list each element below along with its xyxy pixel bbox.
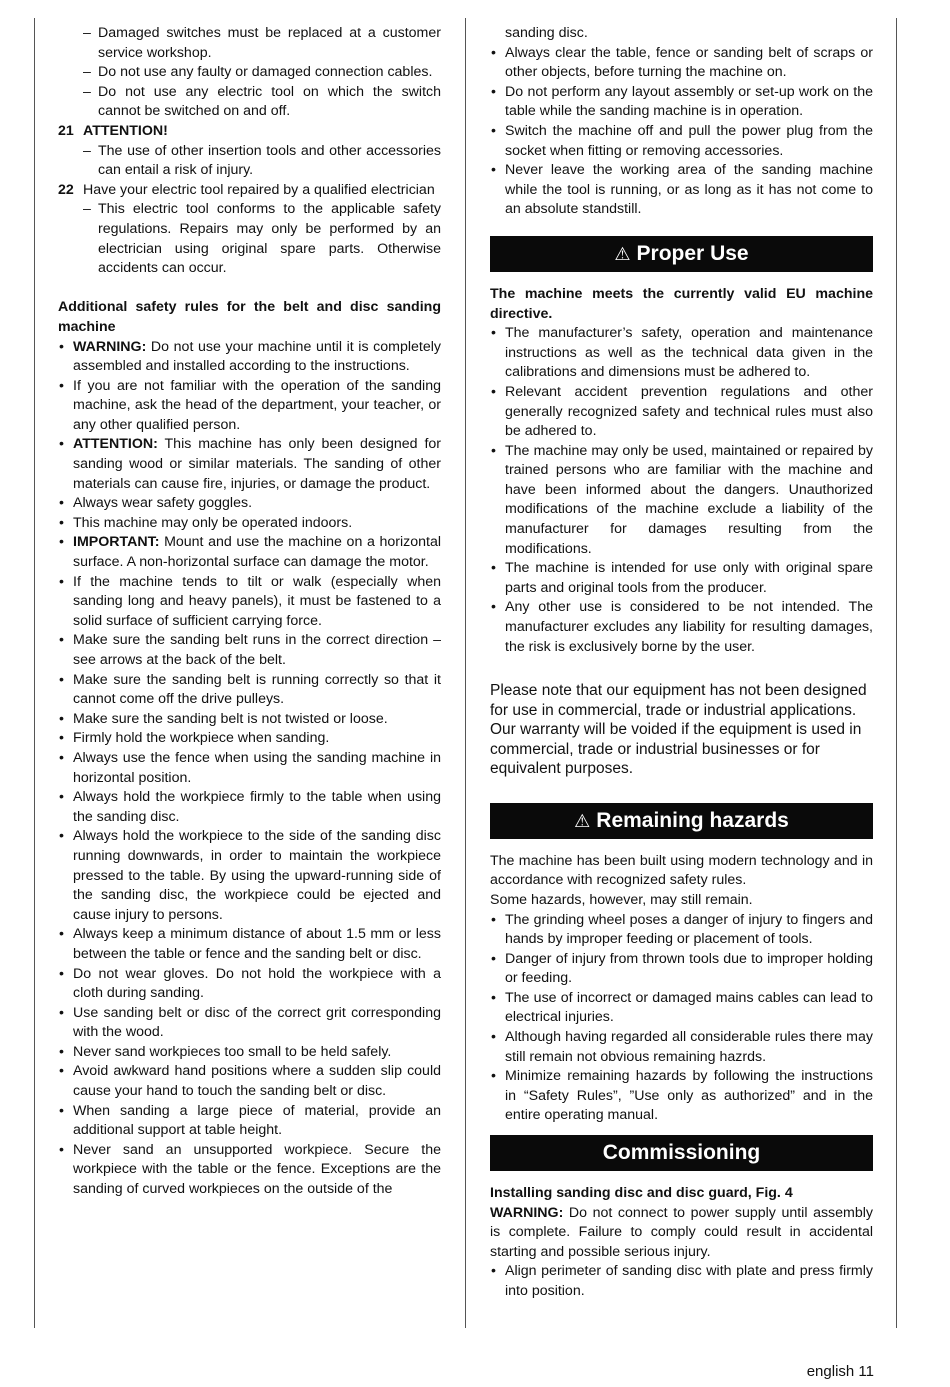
item-text: Always hold the workpiece firmly to the table when using the sanding disc. [73,789,441,825]
item-text: Always use the fence when using the sanding machine in horizontal position. [73,749,441,786]
item-number: 22 [58,181,74,198]
page-footer: english 11 [806,1363,874,1380]
list-item: • Never leave the working area of the sanding machine while the tool is running, or as long as it has not come to an absolute standstill. [490,161,873,220]
list-item: • The grinding wheel poses a danger of injury to fingers and hands by improper feeding or placement of tools. [490,911,873,950]
dash-item: – This electric tool conforms to the applicable safety regulations. Repairs may only be performed by an electrician using original spare parts. Otherwise accidents can occur. [98,200,441,278]
list-item: • Danger of injury from thrown tools due to improper holding or feeding. [490,950,873,989]
dash-item: – Do not use any faulty or damaged connection cables. [98,63,441,83]
item-text: When sanding a large piece of material, provide an additional support at table height. [73,1102,441,1139]
list-item: • Any other use is considered to be not intended. The manufacturer excludes any liability for resulting damages, the risk is exclusively borne by the user. [490,598,873,657]
item-text: Never sand workpieces too small to be held safely. [73,1043,392,1060]
center-column-rule [465,18,466,1328]
item-lead: WARNING: [73,338,147,355]
list-item [58,573,441,632]
list-item [58,514,441,534]
additional-rules-heading: Additional safety rules for the belt and disc sanding machine [58,299,441,335]
list-item: • Although having regarded all considerable rules there may still remain not obvious remaining hazrds. [490,1028,873,1067]
item-text: If you are not familiar with the operation of the sanding machine, ask the head of the department, your teacher, or any other qualified person. [73,377,441,433]
section-title: Commissioning [602,1141,761,1165]
list-item [58,710,441,730]
list-item [58,749,441,788]
remaining-intro-2: Some hazards, however, may still remain. [490,891,753,908]
remaining-hazards-list [490,911,873,1127]
numbered-item-22 [58,181,441,201]
item-text: Do not use your machine until it is completely assembled and installed according to the instructions. [73,338,441,375]
list-item [58,494,441,514]
item-lead: ATTENTION: [73,436,158,453]
continued-text: sanding disc. [505,25,588,41]
dash-item: – The use of other insertion tools and other accessories can entail a risk of injury. [98,142,441,181]
list-item [58,788,441,827]
top-dash-list [98,24,441,122]
commissioning-subheading: Installing sanding disc and disc guard, Fig. 4 [490,1185,793,1202]
item-text: Always keep a minimum distance of about 1.5 mm or less between the table or fence and the sanding belt or disc. [73,926,441,962]
list-item [58,1062,441,1101]
list-item: • The manufacturer’s safety, operation and maintenance instructions as well as the technical data given in the calibrations and dimensions must be adhered to. [490,324,873,383]
section-title: Proper Use [636,241,749,265]
item-21-dash [98,142,441,181]
item-title: ATTENTION! [83,122,168,139]
remaining-hazards-banner [490,803,873,839]
left-column [58,24,441,1200]
item-text: Always wear safety goggles. [73,495,253,512]
item-22-dash [98,200,441,278]
item-text: Make sure the sanding belt is not twisted or loose. [73,710,388,727]
item-text: Do not wear gloves. Do not hold the workpiece with a cloth during sanding. [73,965,441,1002]
dash-item: – Do not use any electric tool on which the switch cannot be switched on and off. [98,83,441,122]
item-number: 21 [58,122,74,139]
item-text: This machine may only be operated indoors. [73,514,353,531]
additional-rules-list [58,338,441,1200]
list-item [58,1043,441,1063]
list-item: • The machine is intended for use only with original spare parts and original tools from the producer. [490,559,873,598]
item-text: Always hold the workpiece to the side of the sanding disc running downwards, in order to maintain the workpiece pressed to the table. By using the upward-running side of the sanding disc, the workpiece could be ejected and cause injury to persons. [73,828,441,923]
list-item: • Minimize remaining hazards by following the instructions in “Safety Rules”, ”Use only as authorized” and in the entire operating manual. [490,1067,873,1126]
proper-use-intro: The machine meets the currently valid EU machine directive. [490,285,873,322]
warning-triangle-icon: ⚠ [614,243,631,264]
list-item [58,965,441,1004]
item-text: Avoid awkward hand positions where a sudden slip could cause your hand to touch the sanding belt or disc. [73,1063,441,1100]
warning-text: Do not connect to power supply until assembly is complete. Failure to comply could result in accidental starting and possible serious injury. [490,1204,873,1260]
item-text: Make sure the sanding belt runs in the correct direction – see arrows at the back of the belt. [73,632,441,668]
warning-triangle-icon: ⚠ [574,810,591,831]
top-bullet-list [490,44,873,220]
item-text: Have your electric tool repaired by a qualified electrician [83,181,435,198]
dash-item: – Damaged switches must be replaced at a customer service workshop. [98,24,441,63]
list-item: • Align perimeter of sanding disc with plate and press firmly into position. [490,1262,873,1301]
list-item [58,533,441,572]
item-text: Firmly hold the workpiece when sanding. [73,730,330,747]
list-item [58,671,441,710]
list-item [58,435,441,494]
list-item: • The use of incorrect or damaged mains cables can lead to electrical injuries. [490,989,873,1028]
item-text: Mount and use the machine on a horizontal surface. A non-horizontal surface can damage the motor. [73,534,441,571]
commissioning-banner [490,1135,873,1171]
list-item [58,827,441,925]
list-item [58,1004,441,1043]
warning-lead: WARNING: [490,1204,564,1221]
right-column [490,24,873,1302]
list-item [58,1102,441,1141]
list-item [58,377,441,436]
item-text: Never sand an unsupported workpiece. Secure the workpiece with the table or the fence. Exceptions are the sanding of curved workpieces on the outside of the [73,1141,441,1198]
list-item: • Relevant accident prevention regulations and other generally recognized safety and technical rules must also be adhered to. [490,383,873,442]
item-text: If the machine tends to tilt or walk (especially when sanding long and heavy panels), it must be fastened to a solid surface of sufficient carrying force. [73,573,441,629]
warranty-note: Please note that our equipment has not been designed for use in commercial, trade or industrial applications. Our warranty will be voided if the equipment is used in commercial, trade or industrial businesses or for equivalent purposes. [490,682,867,778]
left-margin-rule [34,18,35,1328]
item-lead: IMPORTANT: [73,534,160,551]
proper-use-banner [490,236,873,272]
list-item: • Switch the machine off and pull the power plug from the socket when fitting or removing accessories. [490,122,873,161]
commissioning-list [490,1262,873,1301]
list-item [58,1141,441,1200]
list-item [58,338,441,377]
item-text: This machine has only been designed for sanding wood or similar materials. The sanding of other materials can cause fire, injuries, or damage the product. [73,436,441,492]
remaining-intro-1: The machine has been built using modern technology and in accordance with recognized safety rules. [490,852,873,889]
list-item [58,729,441,749]
commissioning-warning [490,1204,873,1263]
right-margin-rule [896,18,897,1328]
item-text: Make sure the sanding belt is running correctly so that it cannot come off the drive pulleys. [73,671,441,708]
numbered-item-21 [58,122,441,142]
item-text: Use sanding belt or disc of the correct grit corresponding with the wood. [73,1004,441,1041]
proper-use-list [490,324,873,657]
list-item: • Always clear the table, fence or sanding belt of scraps or other objects, before turning the machine on. [490,44,873,83]
section-title: Remaining hazards [596,808,789,832]
list-item: • Do not perform any layout assembly or set-up work on the table while the sanding machine is in operation. [490,83,873,122]
list-item [58,631,441,670]
list-item: • The machine may only be used, maintained or repaired by trained persons who are familiar with the machine and have been informed about the dangers. Unauthorized modifications of the machine exclude a liability of the manufacturer for damages resulting from the modifications. [490,442,873,560]
list-item [58,925,441,964]
